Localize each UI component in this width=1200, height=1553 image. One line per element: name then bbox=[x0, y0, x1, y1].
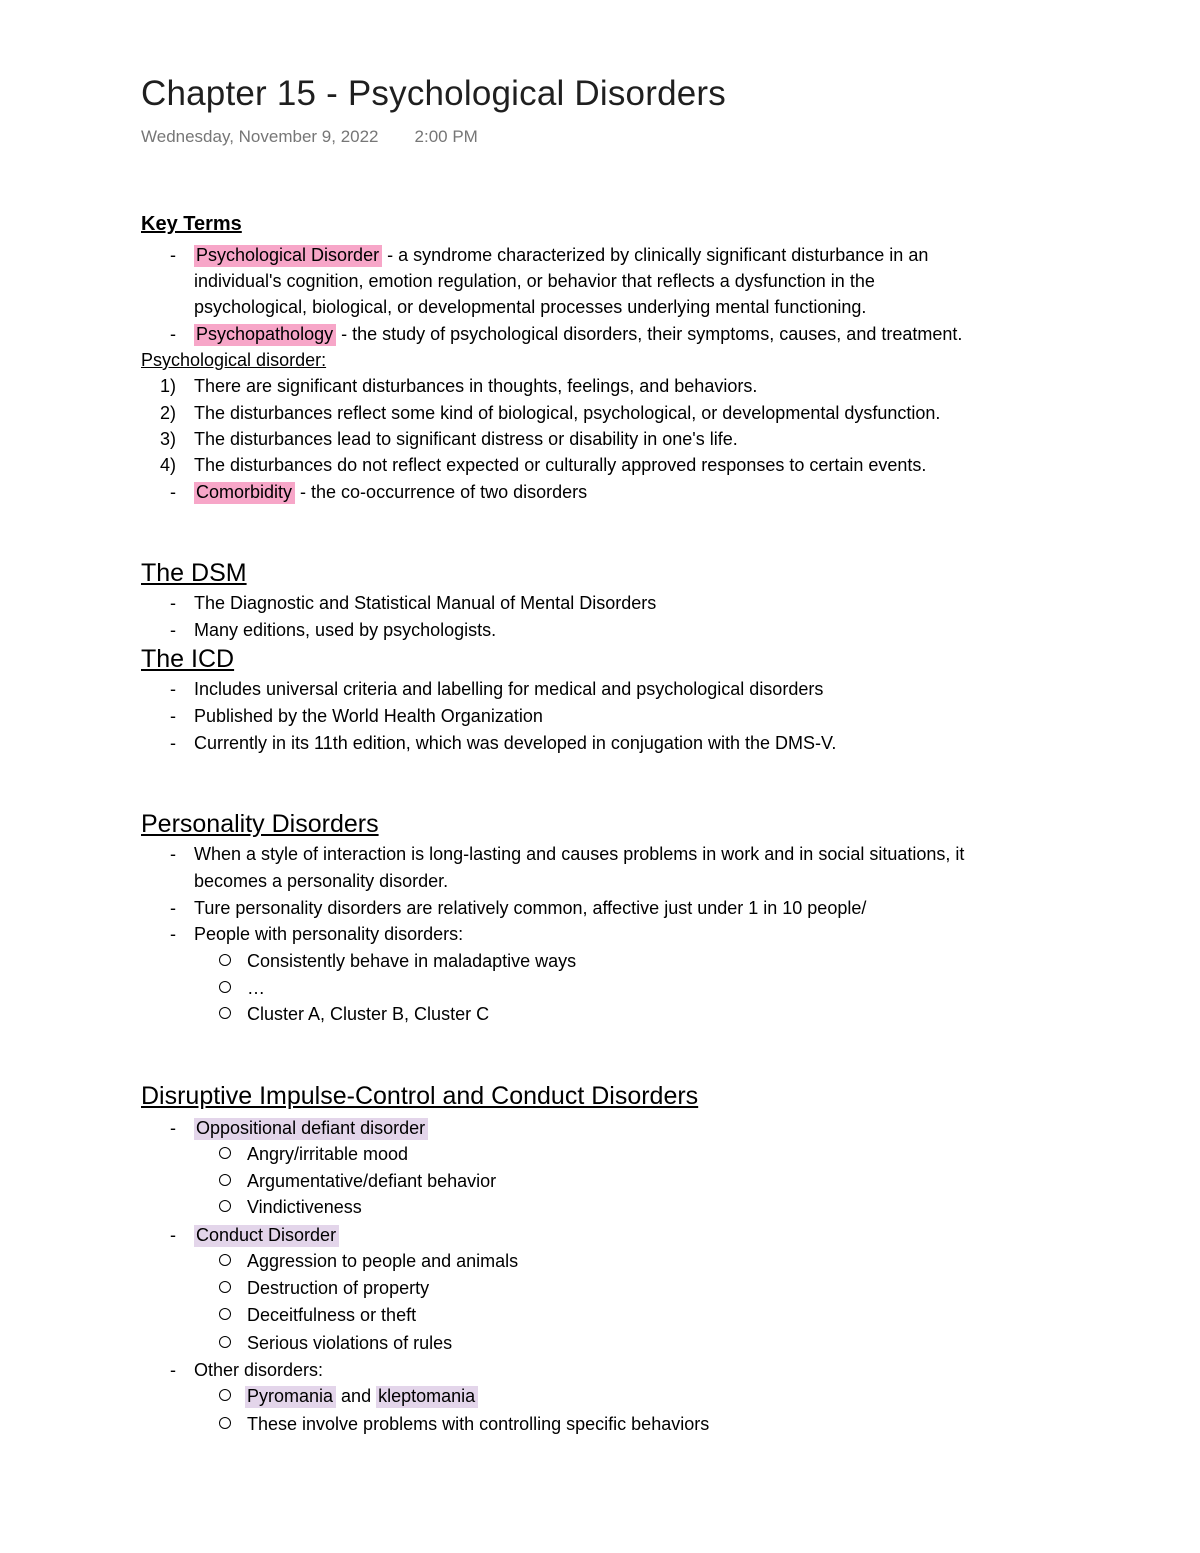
page-title: Chapter 15 - Psychological Disorders bbox=[141, 74, 726, 113]
term-psychological-disorder: Psychological Disorder bbox=[194, 245, 382, 267]
page-time: 2:00 PM bbox=[414, 127, 478, 146]
circle-bullet-icon bbox=[219, 1007, 231, 1019]
definition-line: psychological, biological, or developmental processes underlying mental functioning. bbox=[194, 297, 867, 317]
criteria-item: 2) The disturbances reflect some kind of biological, psychological, or developmental dysfunction. bbox=[160, 403, 941, 423]
list-item-continuation: becomes a personality disorder. bbox=[194, 871, 449, 891]
list-item: - Ture personality disorders are relatively common, affective just under 1 in 10 people/ bbox=[170, 898, 867, 918]
page-date: Wednesday, November 9, 2022 bbox=[141, 127, 379, 146]
list-item: - Psychopathology - the study of psychological disorders, their symptoms, causes, and treatment. bbox=[170, 324, 963, 344]
circle-bullet-icon bbox=[219, 1147, 231, 1159]
sub-list-item: Cluster A, Cluster B, Cluster C bbox=[219, 1001, 489, 1027]
sub-list-item: Destruction of property bbox=[219, 1275, 429, 1301]
term-comorbidity: Comorbidity bbox=[194, 482, 295, 504]
criteria-item: 3) The disturbances lead to significant distress or disability in one's life. bbox=[160, 429, 738, 449]
list-item: - Comorbidity - the co-occurrence of two disorders bbox=[170, 482, 588, 502]
list-item: - The Diagnostic and Statistical Manual of Mental Disorders bbox=[170, 593, 657, 613]
term-conduct-disorder: Conduct Disorder bbox=[194, 1225, 339, 1247]
sub-list-item: Vindictiveness bbox=[219, 1194, 362, 1220]
circle-bullet-icon bbox=[219, 981, 231, 993]
list-item: - When a style of interaction is long-lasting and causes problems in work and in social situations, it bbox=[170, 844, 965, 864]
term-odd: Oppositional defiant disorder bbox=[194, 1118, 428, 1140]
circle-bullet-icon bbox=[219, 1174, 231, 1186]
circle-bullet-icon bbox=[219, 1308, 231, 1320]
list-item: - Includes universal criteria and labelling for medical and psychological disorders bbox=[170, 679, 824, 699]
list-item: - Currently in its 11th edition, which was developed in conjugation with the DMS-V. bbox=[170, 733, 837, 753]
sub-list-item: Aggression to people and animals bbox=[219, 1248, 518, 1274]
page-meta bbox=[141, 127, 478, 147]
key-terms-heading: Key Terms bbox=[141, 213, 242, 235]
list-item: - Oppositional defiant disorder bbox=[170, 1115, 428, 1141]
sub-list-item: Serious violations of rules bbox=[219, 1330, 452, 1356]
sub-list-item: Deceitfulness or theft bbox=[219, 1302, 416, 1328]
term-kleptomania: kleptomania bbox=[376, 1386, 478, 1408]
list-item: - Published by the World Health Organization bbox=[170, 706, 543, 726]
icd-heading: The ICD bbox=[141, 645, 235, 673]
disruptive-heading: Disruptive Impulse-Control and Conduct Disorders bbox=[141, 1082, 699, 1110]
circle-bullet-icon bbox=[219, 1389, 231, 1401]
circle-bullet-icon bbox=[219, 1254, 231, 1266]
circle-bullet-icon bbox=[219, 954, 231, 966]
circle-bullet-icon bbox=[219, 1200, 231, 1212]
definition-line: individual's cognition, emotion regulation, or behavior that reflects a dysfunction in the bbox=[194, 271, 875, 291]
term-pyromania: Pyromania bbox=[245, 1386, 336, 1408]
list-item: - People with personality disorders: bbox=[170, 924, 464, 944]
term-psychopathology: Psychopathology bbox=[194, 324, 336, 346]
personality-heading: Personality Disorders bbox=[141, 810, 379, 838]
circle-bullet-icon bbox=[219, 1336, 231, 1348]
dsm-heading: The DSM bbox=[141, 559, 247, 587]
sub-list-item: Pyromania and kleptomania bbox=[219, 1383, 478, 1409]
sub-list-item: Angry/irritable mood bbox=[219, 1141, 408, 1167]
sub-list-item: Consistently behave in maladaptive ways bbox=[219, 948, 576, 974]
sub-list-item: Argumentative/defiant behavior bbox=[219, 1168, 496, 1194]
sub-list-item: … bbox=[219, 975, 265, 1001]
list-item: - Other disorders: bbox=[170, 1360, 324, 1380]
list-item: - Conduct Disorder bbox=[170, 1222, 339, 1248]
sub-list-item: These involve problems with controlling specific behaviors bbox=[219, 1411, 709, 1437]
list-item: - Many editions, used by psychologists. bbox=[170, 620, 497, 640]
criteria-item: 4) The disturbances do not reflect expected or culturally approved responses to certain events. bbox=[160, 455, 927, 475]
circle-bullet-icon bbox=[219, 1281, 231, 1293]
criteria-item: 1) There are significant disturbances in thoughts, feelings, and behaviors. bbox=[160, 376, 758, 396]
list-item: - Psychological Disorder - a syndrome characterized by clinically significant disturbance in an bbox=[170, 245, 929, 265]
criteria-heading: Psychological disorder: bbox=[141, 350, 327, 370]
circle-bullet-icon bbox=[219, 1417, 231, 1429]
